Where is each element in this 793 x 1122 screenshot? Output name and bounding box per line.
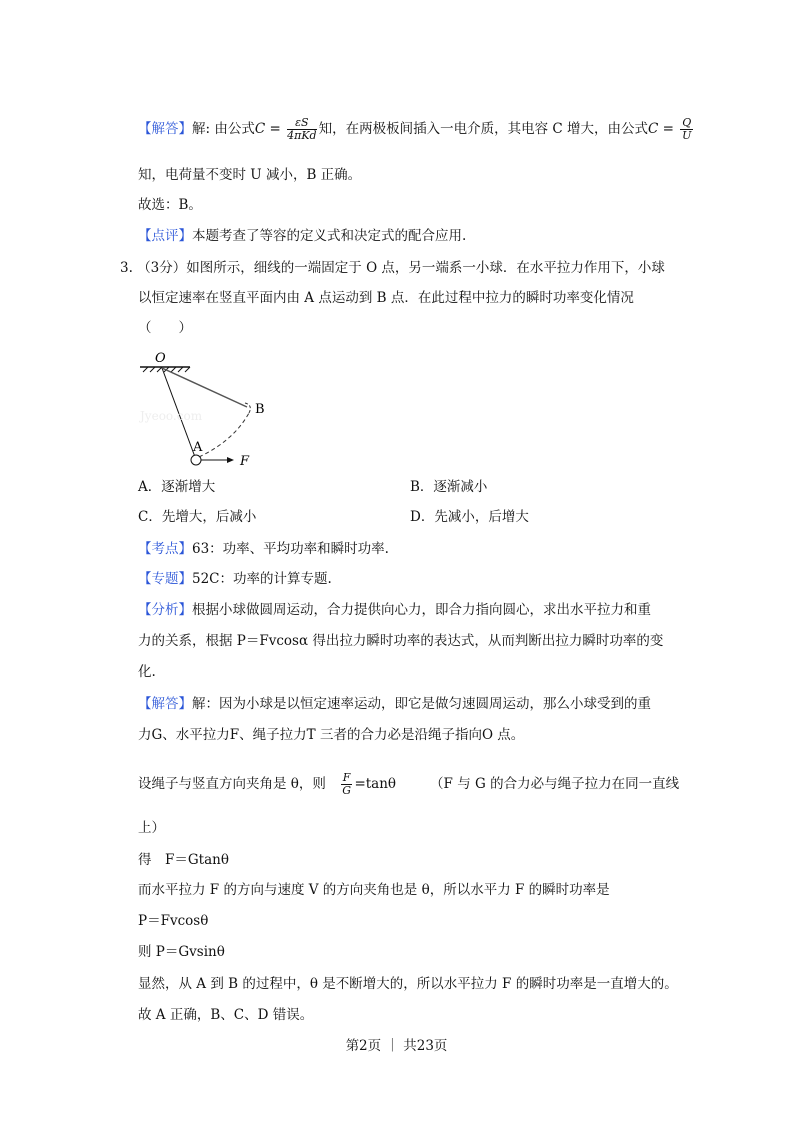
review-line [138, 226, 466, 246]
text: （3分）如图所示，细线的一端固定于 O 点，另一端系一小球．在水平拉力作用下，小球 [137, 260, 665, 276]
question-3-line [120, 258, 665, 278]
text-line: 故 A 正确，B、C、D 错误。 [138, 1007, 314, 1023]
kaodian-tag: 【考点】 [138, 541, 192, 557]
text-line: 以恒定速率在竖直平面内由 A 点运动到 B 点．在此过程中拉力的瞬时功率变化情况 [138, 290, 634, 306]
text-line: 则 P＝Gvsinθ [138, 944, 225, 960]
text: 解：因为小球是以恒定速率运动，即它是做匀速圆周运动，那么小球受到的重 [192, 696, 651, 712]
option-a: A．逐渐增大 [138, 479, 216, 495]
text-line: 而水平拉力 F 的方向与速度 V 的方向夹角也是 θ，所以水平力 F 的瞬时功率是 [138, 882, 610, 898]
answer-tag: 【解答】 [138, 121, 192, 137]
ball-a [191, 455, 201, 465]
text-line: 化. [138, 664, 156, 680]
text-line: 力的关系，根据 P＝Fvcosα 得出拉力瞬时功率的表达式，从而判断出拉力瞬时功率的变 [138, 633, 664, 649]
text: 63：功率、平均功率和瞬时功率. [192, 541, 389, 557]
fenxi-tag: 【分析】 [138, 602, 192, 618]
fraction [680, 117, 693, 142]
text-line: 故选：B。 [138, 197, 202, 213]
option-d: D．先减小，后增大 [410, 509, 529, 525]
text: （F 与 G 的合力必与绳子拉力在同一直线 [430, 776, 680, 792]
text: 根据小球做圆周运动，合力提供向心力，即合力指向圆心，求出水平拉力和重 [192, 602, 651, 618]
den: G [342, 784, 352, 797]
text: 52C：功率的计算专题. [192, 571, 332, 587]
pendulum-figure [135, 345, 285, 470]
text: 设绳子与竖直方向夹角是 θ，则 [138, 776, 326, 792]
text-line: P＝Fvcosθ [138, 913, 209, 929]
den: U [682, 129, 692, 142]
fraction [341, 772, 353, 797]
setup-line [138, 772, 679, 797]
text: 本题考查了等容的定义式和决定式的配合应用. [192, 228, 467, 244]
text-line: （ ） [138, 320, 192, 336]
watermark: Jyeoo.com [140, 409, 203, 423]
text-line: 力G、水平拉力F、绳子拉力T 三者的合力必是沿绳子指向O 点。 [138, 727, 525, 743]
option-b: B．逐渐减小 [410, 479, 488, 495]
var: C [254, 121, 266, 137]
label-f: F [240, 454, 250, 469]
text: = [265, 121, 286, 137]
fraction [287, 117, 317, 142]
var: C [648, 121, 659, 137]
num: Q [682, 116, 692, 129]
jieda-line [138, 694, 651, 714]
ball-b [245, 403, 250, 413]
jieda-tag: 【解答】 [138, 696, 192, 712]
label-a: A [193, 440, 203, 455]
num: εS [287, 117, 317, 130]
text: =tanθ [354, 776, 397, 792]
text-line: 显然，从 A 到 B 的过程中，θ 是不断增大的，所以水平拉力 F 的瞬时功率是一直增大的。 [138, 976, 678, 992]
zhuanti-line [138, 569, 332, 589]
prev-answer-line [138, 117, 695, 142]
text-line: 上） [138, 820, 165, 836]
zhuanti-tag: 【专题】 [138, 571, 192, 587]
label-o: O [155, 351, 166, 366]
arrow-head-icon [227, 457, 234, 463]
option-c: C．先增大，后减小 [138, 509, 257, 525]
den: 4πKd [287, 129, 317, 142]
label-b: B [255, 402, 265, 417]
review-tag: 【点评】 [138, 228, 192, 244]
num: F [342, 771, 351, 784]
page-footer: 第2页 ｜ 共23页 [345, 1038, 448, 1054]
text-line: 知，电荷量不变时 U 减小，B 正确。 [138, 167, 362, 183]
arc-path [199, 411, 250, 457]
fenxi-line [138, 600, 651, 620]
text: 知，在两极板间插入一电介质，其电容 C 增大，由公式 [318, 121, 649, 137]
kaodian-line [138, 539, 389, 559]
question-number: 3. [120, 260, 133, 276]
text-line: 得 F＝Gtanθ [138, 852, 229, 868]
text: 解: 由公式 [192, 121, 255, 137]
text: = [658, 121, 679, 137]
